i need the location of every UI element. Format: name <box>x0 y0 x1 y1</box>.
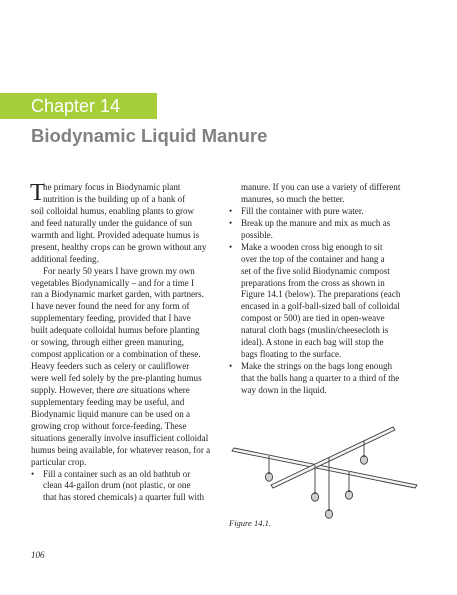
bullet-text: Break up the manure and mix as much as <box>241 217 391 228</box>
bullet-item-5 <box>229 361 424 397</box>
drop-cap: T <box>30 179 45 206</box>
page-number: 106 <box>31 550 45 560</box>
figure-caption: Figure 14.1. <box>229 518 271 528</box>
bullet-icon: • <box>229 217 233 228</box>
text-line: warmth and light. Provided adequate humus is <box>31 229 200 240</box>
text-line: situations generally involve insufficient colloidal <box>31 432 209 443</box>
bullet-line <box>229 218 424 230</box>
right-column <box>229 182 424 397</box>
text-line: or sowing, through either green manuring, <box>31 337 185 348</box>
text-line: were well fed solely by the pre-planting humus <box>31 373 202 383</box>
bullet-text: Fill a container such as an old bathtub or <box>43 468 191 479</box>
ball-tie <box>348 490 350 492</box>
text-line: ideal). A stone in each bag will stop the <box>241 337 384 348</box>
bullet-text: Make the strings on the bags long enough <box>241 361 393 372</box>
bullet-item-3 <box>229 218 424 242</box>
bullet-icon: • <box>229 205 233 216</box>
text-line: ran a Biodynamic market garden, with partners. <box>31 289 204 300</box>
preparation-ball <box>360 456 367 464</box>
figure-14-1-illustration <box>229 410 424 522</box>
chapter-title: Biodynamic Liquid Manure <box>31 125 268 146</box>
bullet-item-2 <box>229 206 424 218</box>
ball-tie <box>363 455 365 457</box>
text-line: that has stored chemicals) a quarter full with <box>43 492 205 503</box>
text-line: that the balls hang a quarter to a third of the <box>241 373 400 383</box>
text-segment: situations where <box>128 384 190 395</box>
bullet-text: Fill the container with pure water. <box>241 205 364 216</box>
text-line: he primary focus in Biodynamic plant <box>43 182 181 192</box>
chapter-label: Chapter 14 <box>31 96 121 116</box>
text-line: additional feeding. <box>31 253 99 264</box>
text-line: preparations from the cross as shown in <box>241 277 385 288</box>
bullet-line <box>229 206 424 218</box>
paragraph-1 <box>30 179 224 266</box>
wooden-cross-illustration <box>229 410 424 522</box>
bullet-item-4 <box>229 242 424 361</box>
bullet-line <box>31 469 224 481</box>
bullet-line <box>229 242 424 254</box>
emphasis-word: are <box>116 384 129 395</box>
bullet-item-1 <box>31 469 224 505</box>
ball-tie <box>268 472 270 474</box>
text-line: For nearly 50 years I have grown my own <box>43 265 195 276</box>
text-line: encased in a golf-ball-sized ball of colloidal <box>241 301 400 312</box>
preparation-ball <box>311 493 318 501</box>
text-line-emphasis <box>31 385 224 397</box>
text-line: present, healthy crops can be grown without any <box>31 241 207 252</box>
text-line: way down in the liquid. <box>241 384 327 395</box>
bullet-1-continuation <box>229 182 424 206</box>
bullet-icon: • <box>229 241 233 252</box>
text-line: particular crop. <box>31 456 87 467</box>
text-line: Heavy feeders such as celery or cauliflower <box>31 361 190 372</box>
text-line: humus being available, for whatever reason, for a <box>31 444 211 455</box>
text-line: manures, so much the better. <box>241 193 345 204</box>
text-line: compost or 500) are tied in open-weave <box>241 313 385 324</box>
ball-tie <box>328 509 330 511</box>
text-line: Biodynamic liquid manure can be used on a <box>31 408 191 419</box>
text-line: compost application or a combination of these. <box>31 349 201 360</box>
preparation-ball <box>325 510 332 518</box>
cross-bar-long <box>232 448 417 488</box>
bullet-icon: • <box>229 361 233 372</box>
text-line: over the top of the container and hang a <box>241 253 385 264</box>
text-segment: supply. However, there <box>31 384 117 395</box>
text-line: nutrition is the building up of a bank of <box>43 193 186 204</box>
text-line: soil colloidal humus, enabling plants to grow <box>31 205 195 216</box>
text-line: supplementary feeding, provided that I have <box>31 313 191 324</box>
text-line: growing crop without force-feeding. These <box>31 420 187 431</box>
text-line: vegetables Biodynamically – and for a time I <box>31 277 195 288</box>
text-line: clean 44-gallon drum (not plastic, or one <box>43 480 191 491</box>
bullet-text: Make a wooden cross big enough to sit <box>241 241 383 252</box>
text-line: I have never found the need for any form of <box>31 301 190 312</box>
preparation-ball <box>265 473 272 481</box>
text-line: Figure 14.1 (below). The preparations (each <box>241 289 401 300</box>
bullet-line <box>229 361 424 373</box>
text-line: possible. <box>241 229 273 240</box>
bullet-icon: • <box>31 468 35 479</box>
paragraph-2 <box>31 266 224 469</box>
text-line: set of the five solid Biodynamic compost <box>241 265 390 276</box>
preparation-ball <box>345 491 352 499</box>
ball-tie <box>314 492 316 494</box>
text-line: bags floating to the surface. <box>241 349 342 360</box>
text-line: natural cloth bags (muslin/cheesecloth is <box>241 325 389 336</box>
text-line: and feed naturally under the guidance of sun <box>31 217 193 228</box>
left-column <box>30 179 224 504</box>
text-line: supplementary feeding may be useful, and <box>31 396 185 407</box>
text-line: manure. If you can use a variety of different <box>241 182 401 192</box>
text-line: built adequate colloidal humus before planting <box>31 325 200 336</box>
